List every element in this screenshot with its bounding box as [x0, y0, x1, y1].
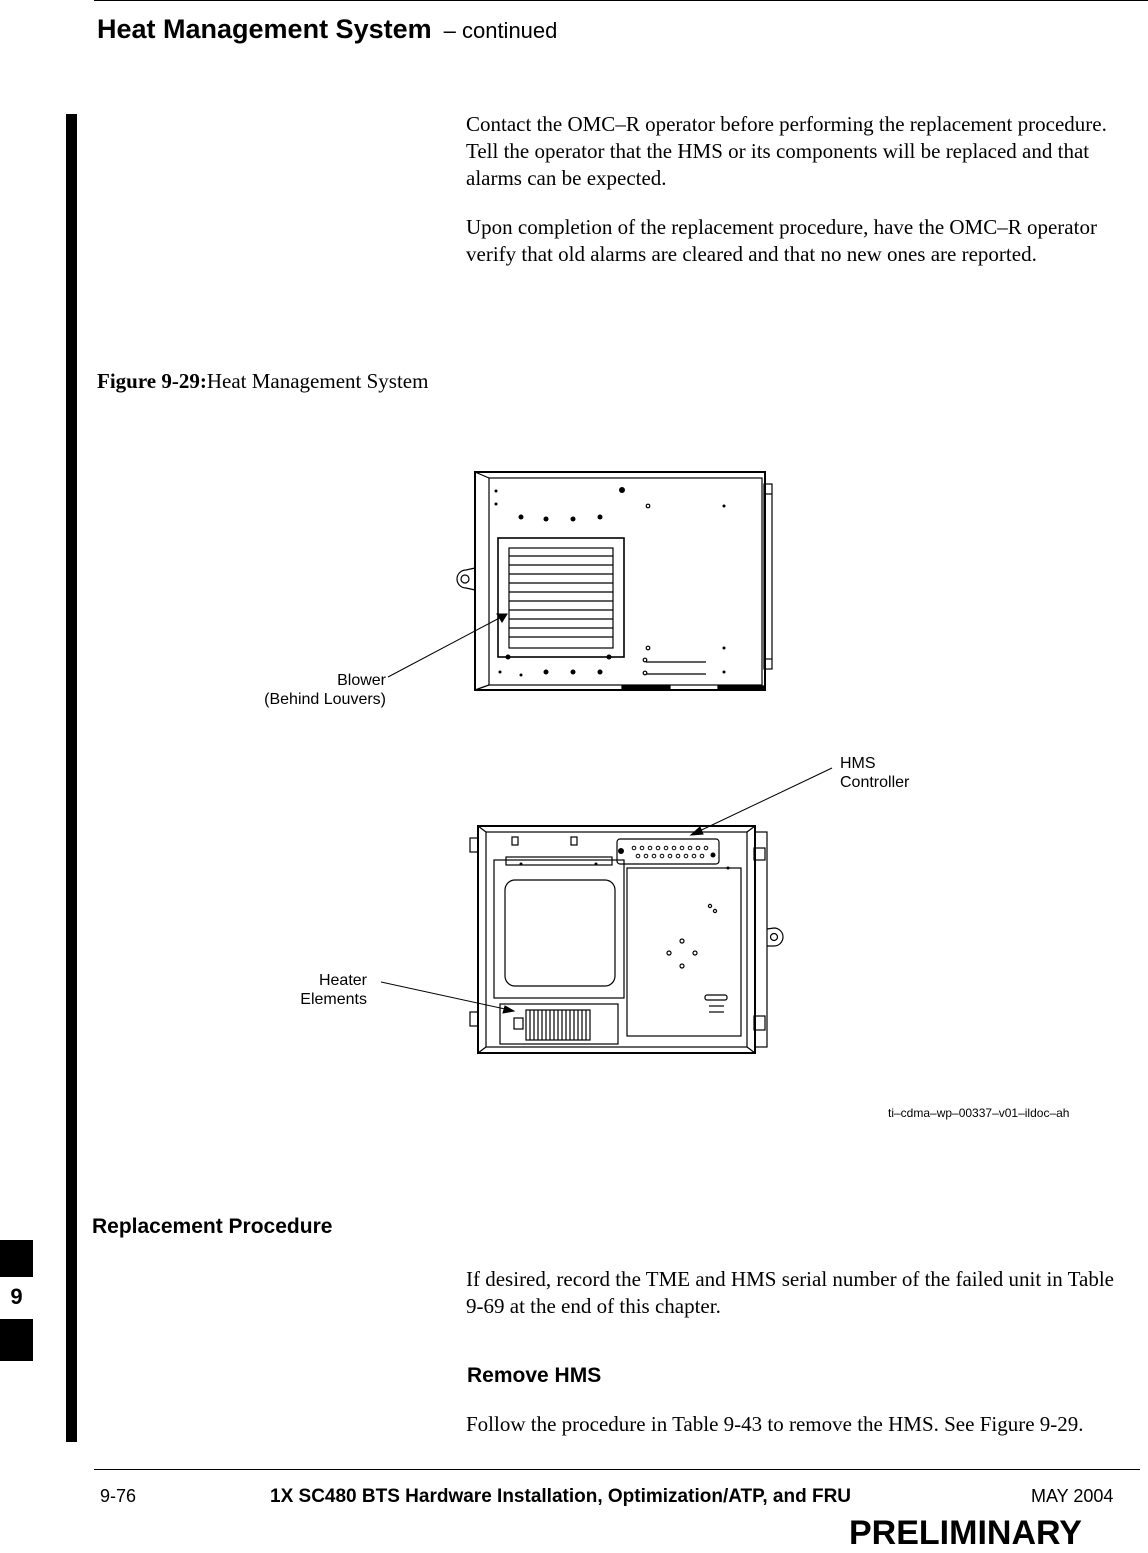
- header-title: Heat Management System: [97, 14, 432, 44]
- blower-callout: [264, 671, 386, 709]
- replacement-paragraph: If desired, record the TME and HMS serial number of the failed unit in Table 9-69 at the end of this chapter.: [466, 1267, 1114, 1318]
- cabinet-front-view: [470, 826, 783, 1053]
- remove-hms-paragraph: Follow the procedure in Table 9-43 to remove the HMS. See Figure 9-29.: [466, 1412, 1084, 1436]
- chapter-tab-number: 9: [10, 1284, 23, 1309]
- hms-controller-callout: [840, 754, 909, 792]
- heater-label: Heater: [318, 972, 367, 989]
- heater-fins: [526, 1010, 590, 1040]
- page-header: [97, 14, 557, 45]
- hms-line-drawing: [0, 440, 1148, 1080]
- figure-caption-label: Figure 9-29:: [97, 369, 207, 393]
- section-heading: Replacement Procedure: [92, 1215, 333, 1238]
- chapter-tab-bottom: [0, 1320, 33, 1361]
- preliminary-stamp: PRELIMINARY: [849, 1514, 1082, 1552]
- elements-label: Elements: [300, 991, 367, 1008]
- hms-label: HMS: [840, 755, 876, 772]
- blower-label: Blower: [337, 672, 386, 689]
- chapter-tab-top: [0, 1240, 33, 1276]
- cabinet-top-view: [457, 472, 772, 690]
- figure-caption-text: Heat Management System: [206, 369, 429, 393]
- header-continued: – continued: [443, 18, 558, 43]
- figure-caption: [97, 369, 428, 394]
- footer-rule: [94, 1469, 1140, 1470]
- header-rule: [94, 0, 1148, 1]
- manual-title: 1X SC480 BTS Hardware Installation, Optimization/ATP, and FRU: [270, 1486, 852, 1507]
- figure-id-code: ti–cdma–wp–00337–v01–ildoc–ah: [888, 1106, 1070, 1120]
- publication-date: MAY 2004: [1031, 1486, 1114, 1506]
- page-number: 9-76: [100, 1486, 137, 1506]
- heater-elements-callout: [300, 971, 367, 1009]
- louvers: [509, 556, 613, 637]
- subsection-heading: Remove HMS: [467, 1364, 602, 1387]
- intro-paragraph-1: Contact the OMC–R operator before performing the replacement procedure. Tell the operator that the HMS or its components will be replaced and that alarms can be expected.: [466, 112, 1107, 190]
- blower-sublabel: (Behind Louvers): [264, 691, 386, 708]
- intro-paragraph-2: Upon completion of the replacement procedure, have the OMC–R operator verify that old alarms are cleared and that no new ones are reported.: [466, 215, 1097, 266]
- controller-label: Controller: [840, 774, 910, 791]
